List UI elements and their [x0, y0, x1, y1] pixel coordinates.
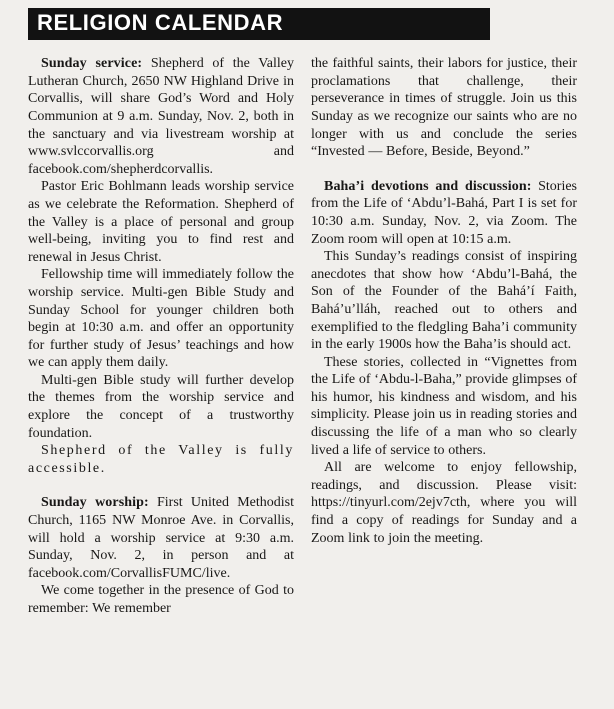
paragraph	[311, 178, 577, 248]
paragraph-text: Pastor Eric Bohlmann leads worship service as we celebrate the Reformation. Shepherd of the Valley is a place of personal and group well-being, inviting you to find rest and renewal in Jesus Christ.	[28, 179, 294, 265]
paragraph-text: All are welcome to enjoy fellowship, readings, and discussion. Please visit: https://tinyurl.com/2ejv7cth, where you will find a copy of readings for Sunday and a Zoom link to join the meeting.	[311, 460, 577, 546]
paragraph	[28, 55, 294, 178]
paragraph	[28, 494, 294, 582]
paragraph	[28, 178, 294, 266]
paragraph	[311, 55, 577, 161]
paragraph	[28, 582, 294, 617]
paragraph-text: Multi-gen Bible study will further develop the themes from the worship service and explore the concept of a trustworthy foundation.	[28, 372, 294, 441]
paragraph-text: First United Methodist Church, 1165 NW Monroe Ave. in Corvallis, will hold a worship service at 9:30 a.m. Sunday, Nov. 2, in person and at facebook.com/CorvallisFUMC/live.	[28, 495, 294, 581]
paragraph-lead: Baha’i devotions and discussion:	[324, 178, 532, 194]
paragraph-lead: Sunday worship:	[41, 495, 149, 511]
paragraph	[311, 459, 577, 547]
paragraph	[28, 266, 294, 372]
paragraph-lead: Sunday service:	[41, 56, 143, 72]
right-column	[311, 55, 577, 617]
article-columns	[28, 55, 594, 617]
paragraph	[311, 248, 577, 354]
paragraph-text: Shepherd of the Valley is fully accessible.	[28, 443, 294, 476]
paragraph-text: the faithful saints, their labors for justice, their proclamations that challenge, their perseverance in times of struggle. Join us this Sunday as we recognize our saints who are no longer with us and conclude the series “Invested — Before, Beside, Beyond.”	[311, 56, 577, 160]
paragraph-text: Stories from the Life of ‘Abdu’l-Bahá, Part I is set for 10:30 a.m. Sunday, Nov. 2, via Zoom. The Zoom room will open at 10:15 a.m.	[311, 178, 577, 247]
paragraph	[28, 442, 294, 477]
paragraph-text: Fellowship time will immediately follow the worship service. Multi-gen Bible Study and Sunday School for younger children both begin at 10:30 a.m. and offer an opportunity for further study of Jesus’ teachings and how we can apply them daily.	[28, 267, 294, 371]
paragraph-text: These stories, collected in “Vignettes from the Life of ‘Abdu-l-Baha,” provide glimpses of his humor, his kindness and wisdom, and his simplicity. Please join us in reading stories and discussing the life of a man who so clearly lived a life of service to others.	[311, 354, 577, 458]
section-header	[28, 8, 490, 40]
section-title: RELIGION CALENDAR	[37, 10, 284, 35]
paragraph-text: We come together in the presence of God to remember: We remember	[28, 583, 294, 616]
left-column	[28, 55, 294, 617]
paragraph	[28, 372, 294, 442]
paragraph-text: Shepherd of the Valley Lutheran Church, 2650 NW Highland Drive in Corvallis, will share God’s Word and Holy Communion at 9 a.m. Sunday, Nov. 2, both in the sanctuary and via livestream worship at www.svlccorvallis.org and facebook.com/shepherdcorvallis.	[28, 56, 294, 177]
paragraph	[311, 354, 577, 460]
paragraph-text: This Sunday’s readings consist of inspiring anecdotes that show how ‘Abdu’l-Bahá, the Son of the Founder of the Bahá’í Faith, Bahá’u’lláh, reached out to others and exemplified to the fledgling Baha’i community in the early 1900s how the Baha’is should act.	[311, 249, 577, 353]
